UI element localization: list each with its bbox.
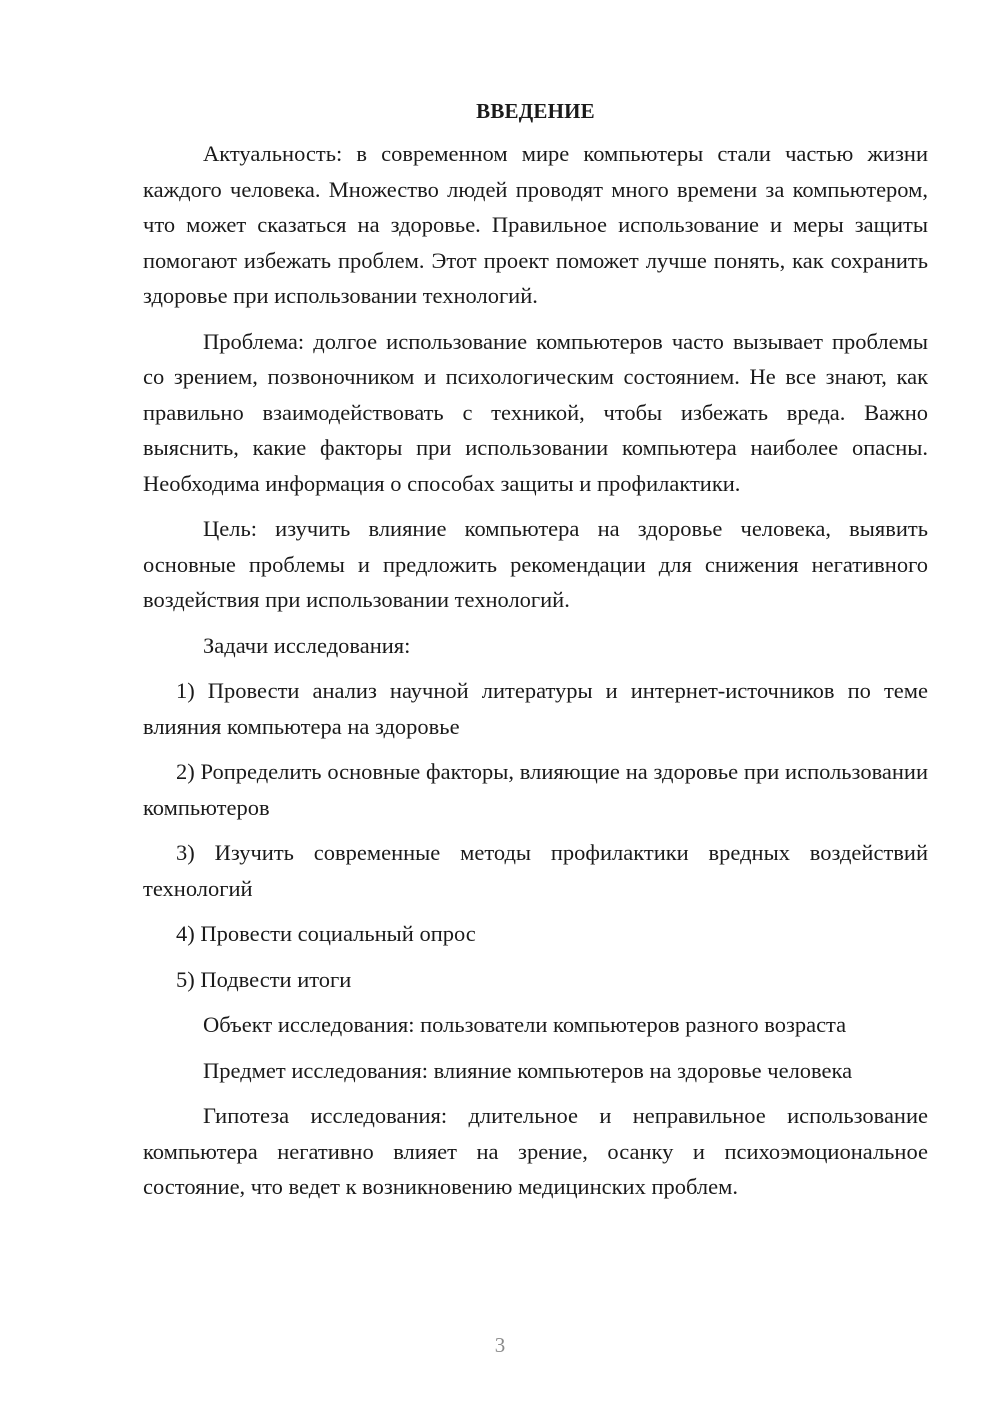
tasks-list (143, 673, 928, 997)
page-number: 3 (494, 1333, 506, 1357)
task-item: 1) Провести анализ научной литературы и интернет-источников по теме влияния компьютера на здоровье (143, 678, 928, 739)
object-paragraph: Объект исследования: пользователи компьютеров разного возраста (203, 1012, 847, 1037)
task-item: 4) Провести социальный опрос (176, 921, 476, 946)
hypothesis-paragraph: Гипотеза исследования: длительное и неправильное использование компьютера негативно влияет на зрение, осанку и психоэмоциональное состояние, что ведет к возникновению медицинских проблем. (143, 1103, 928, 1199)
subject-paragraph: Предмет исследования: влияние компьютеров на здоровье человека (203, 1057, 853, 1083)
task-item: 3) Изучить современные методы профилактики вредных воздействий технологий (143, 840, 928, 901)
goal-paragraph: Цель: изучить влияние компьютера на здоровье человека, выявить основные проблемы и предложить рекомендации для снижения негативного воздействия при использовании технологий. (143, 516, 928, 612)
relevance-paragraph: Актуальность: в современном мире компьютеры стали частью жизни каждого человека. Множество людей проводят много времени за компьютером, что может сказаться на здоровье. Правильное использование и меры защиты помогают избежать проблем. Этот проект поможет лучше понять, как сохранить здоровье при использовании технологий. (143, 141, 928, 308)
task-item: 5) Подвести итоги (176, 966, 352, 992)
task-item: 2) Ропределить основные факторы, влияющие на здоровье при использовании компьютеров (143, 759, 928, 820)
tasks-heading: Задачи исследования: (203, 632, 411, 658)
problem-paragraph: Проблема: долгое использование компьютеров часто вызывает проблемы со зрением, позвоночником и психологическим состоянием. Не все знают, как правильно взаимодействовать с техникой, чтобы избежать вреда. Важно выяснить, какие факторы при использовании компьютера наиболее опасны. Необходима информация о способах защиты и профилактики. (143, 328, 928, 496)
page-content (143, 96, 928, 1215)
section-heading: ВВЕДЕНИЕ (476, 99, 595, 123)
